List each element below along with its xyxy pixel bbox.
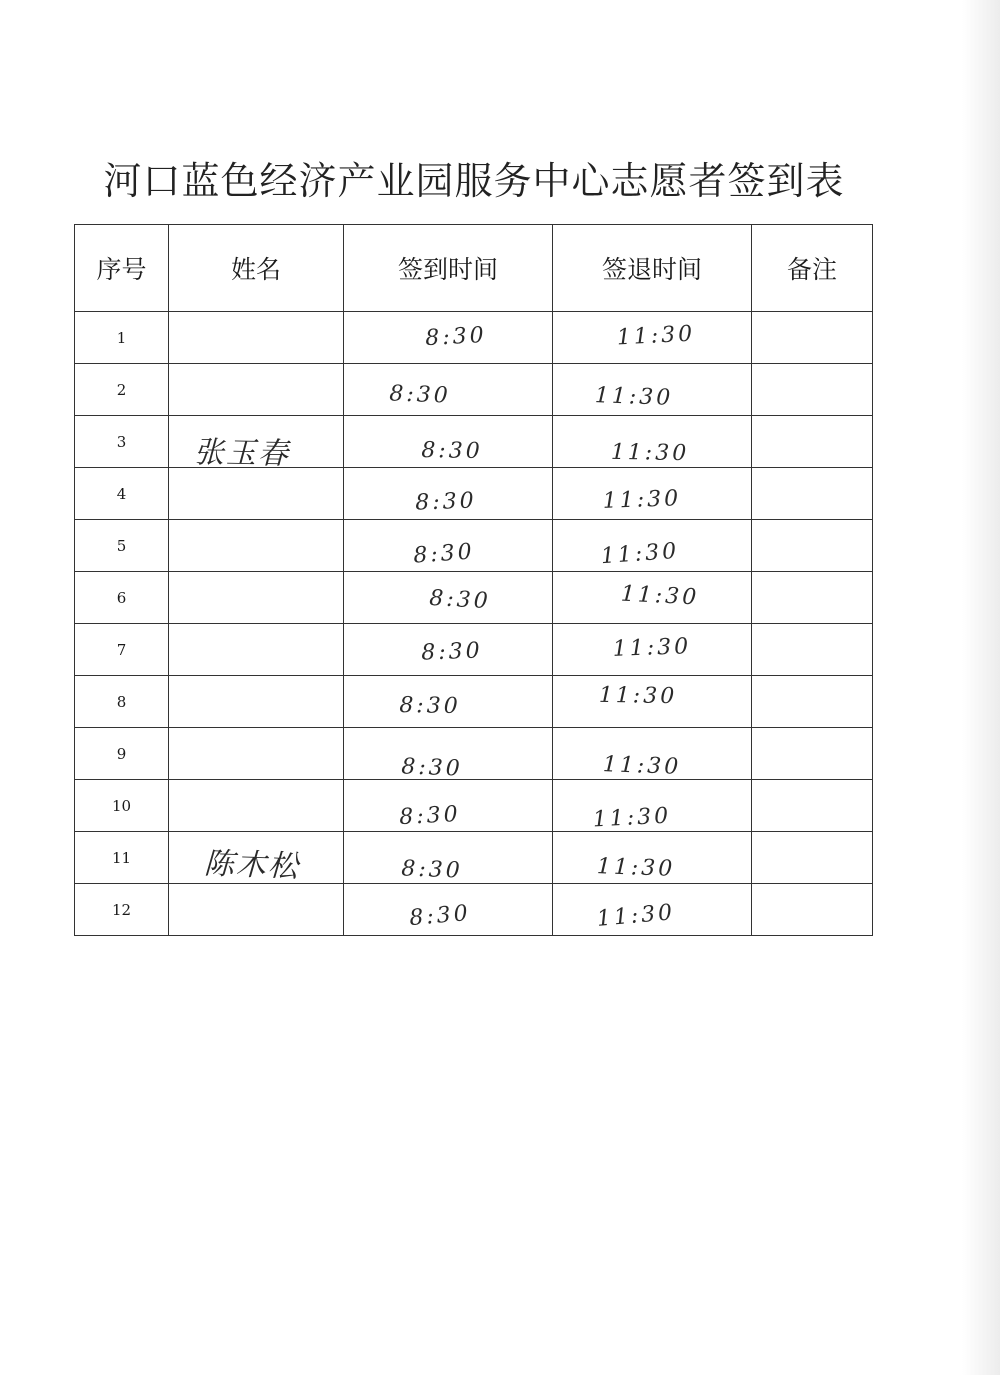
sign-out-time-handwriting: 11:30 [596,853,676,882]
sign-in-time [344,832,553,884]
row-remarks [752,572,873,624]
sign-out-time [553,676,752,728]
sign-in-time-handwriting: 8:30 [400,753,464,782]
sign-in-time-handwriting: 8:30 [428,585,492,614]
signature-name [169,832,344,884]
sign-in-time [344,416,553,468]
row-remarks [752,832,873,884]
table-row [75,884,873,936]
sign-in-time [344,364,553,416]
header-sign-in-time: 签到时间 [344,225,553,312]
table-header-row [75,225,873,312]
signature-name [169,572,344,624]
sign-out-time [553,780,752,832]
sign-out-time-handwriting: 11:30 [594,382,674,411]
sign-in-time-handwriting: 8:30 [408,900,472,931]
table-row [75,364,873,416]
sign-in-time [344,520,553,572]
row-remarks [752,884,873,936]
sign-in-time-handwriting: 8:30 [399,692,461,719]
header-sign-out-time: 签退时间 [553,225,752,312]
sign-in-time-handwriting: 8:30 [420,637,484,666]
row-remarks [752,676,873,728]
sign-out-time-handwriting: 11:30 [616,320,696,351]
row-index: 11 [75,832,169,884]
table-row [75,676,873,728]
page-title: 河口蓝色经济产业园服务中心志愿者签到表 [103,159,845,203]
sign-in-time [344,780,553,832]
sign-out-time-handwriting: 11:30 [620,580,700,611]
signature-name-handwriting [165,331,339,340]
signature-name-handwriting [157,762,331,768]
sign-in-time [344,572,553,624]
sign-out-time-handwriting: 11:30 [592,802,672,833]
sign-in-time-handwriting: 8:30 [414,487,478,516]
row-remarks [752,416,873,468]
sign-out-time [553,884,752,936]
sign-out-time [553,624,752,676]
row-index: 1 [75,312,169,364]
row-remarks [752,312,873,364]
row-remarks [752,780,873,832]
row-index: 12 [75,884,169,936]
scan-shadow-edge [962,0,1000,1375]
signature-name [169,780,344,832]
row-index: 4 [75,468,169,520]
row-remarks [752,728,873,780]
sign-out-time-handwriting: 11:30 [612,633,692,662]
row-index: 8 [75,676,169,728]
sign-out-time-handwriting: 11:30 [602,485,682,514]
row-remarks [752,364,873,416]
sign-in-time [344,884,553,936]
table-row [75,780,873,832]
sign-in-table [74,224,873,936]
sign-out-time [553,468,752,520]
signature-name-handwriting [167,900,340,915]
signature-name-handwriting: 陈木松 [203,845,301,885]
sign-out-time [553,520,752,572]
sign-in-time [344,728,553,780]
sign-out-time-handwriting: 11:30 [610,439,690,466]
header-index: 序号 [75,225,169,312]
row-index: 3 [75,416,169,468]
table-row [75,520,873,572]
signature-name-handwriting [163,394,337,400]
sign-out-time-handwriting: 11:30 [595,899,677,932]
row-remarks [752,624,873,676]
row-remarks [752,468,873,520]
row-index: 6 [75,572,169,624]
sign-in-time-handwriting: 8:30 [412,538,476,569]
signature-name-handwriting [165,498,339,504]
table-row [75,312,873,364]
sign-in-time-handwriting: 8:30 [421,437,483,464]
header-name: 姓名 [169,225,344,312]
sign-in-time [344,624,553,676]
sign-in-time-handwriting: 8:30 [398,801,462,830]
sign-in-time [344,468,553,520]
table-row [75,572,873,624]
table-row [75,728,873,780]
table-row [75,468,873,520]
signature-name-handwriting [167,807,341,816]
sign-out-time-handwriting: 11:30 [598,682,678,709]
signature-name-handwriting: 张玉春 [193,434,291,472]
signature-name-handwriting [167,591,341,600]
signature-name-handwriting [155,702,329,705]
signature-name [169,676,344,728]
table-row [75,832,873,884]
signature-name [169,312,344,364]
table-row [75,624,873,676]
signature-name [169,884,344,936]
table-row [75,416,873,468]
sign-in-time [344,676,553,728]
signature-name [169,416,344,472]
sign-out-time [553,572,752,624]
sign-out-time [553,832,752,884]
row-index: 7 [75,624,169,676]
sign-in-time [344,312,553,364]
signature-name [169,624,344,676]
sign-out-time [553,416,752,468]
sign-out-time [553,364,752,416]
row-index: 9 [75,728,169,780]
signature-name-handwriting [163,549,337,561]
sign-out-time-handwriting: 11:30 [602,751,682,780]
row-index: 2 [75,364,169,416]
sign-in-time-handwriting: 8:30 [388,380,452,409]
sign-out-time-handwriting: 11:30 [600,538,680,569]
signature-name-handwriting [153,648,327,654]
row-index: 5 [75,520,169,572]
row-remarks [752,520,873,572]
sign-in-time-handwriting: 8:30 [400,855,464,884]
signature-name [169,520,344,572]
signature-name [169,468,344,520]
sign-out-time [553,312,752,364]
signature-name [169,728,344,780]
row-index: 10 [75,780,169,832]
sign-out-time [553,728,752,780]
header-remarks: 备注 [752,225,873,312]
sign-in-time-handwriting: 8:30 [424,322,488,351]
